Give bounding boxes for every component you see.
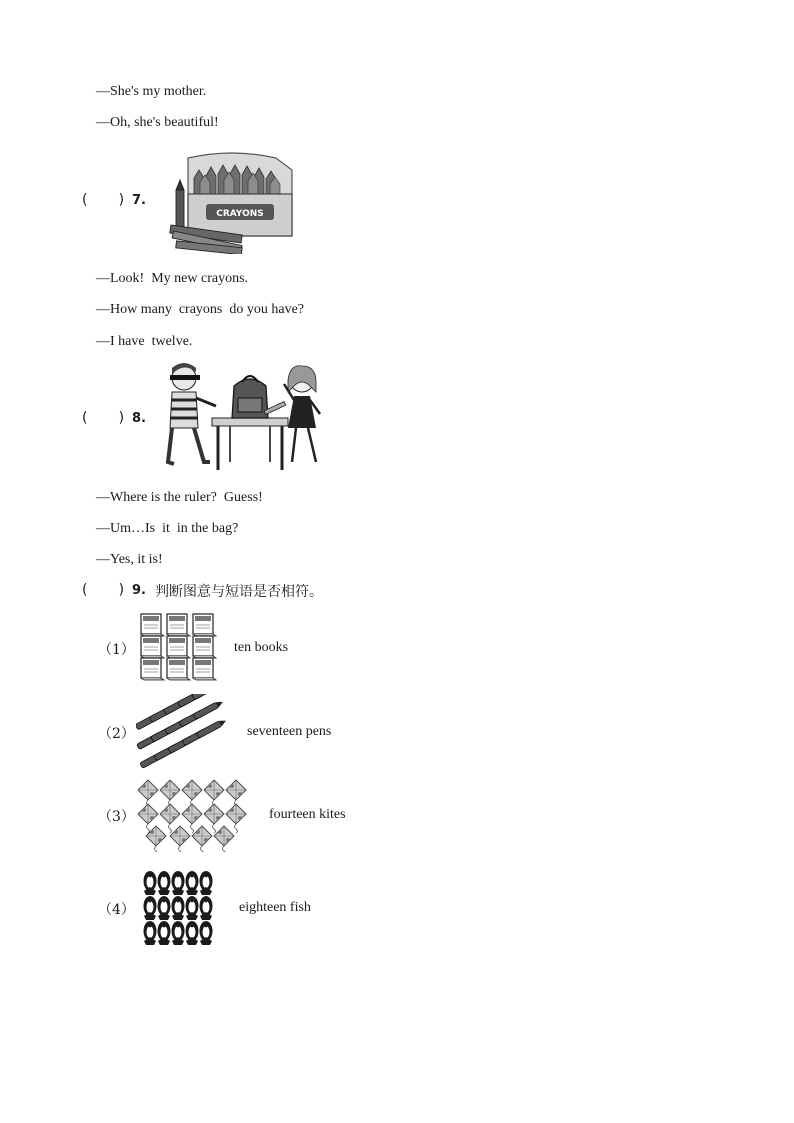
dialogue-line: —Look! My new crayons. bbox=[96, 271, 249, 286]
dialogue-line: —Yes, it is! bbox=[96, 552, 163, 567]
sub-item-label: （2） bbox=[98, 726, 135, 742]
question-number: 9. bbox=[132, 583, 146, 598]
sub-item-label: （4） bbox=[98, 902, 135, 918]
crayons-box-image bbox=[166, 150, 298, 254]
dialogue-line: —Oh, she's beautiful! bbox=[96, 115, 219, 130]
dialogue-line: —She's my mother. bbox=[96, 84, 207, 99]
answer-bracket[interactable]: ( ) bbox=[82, 410, 125, 426]
sub-item-phrase: fourteen kites bbox=[269, 807, 346, 822]
answer-bracket[interactable]: ( ) bbox=[82, 582, 125, 598]
sub-item-label: （1） bbox=[98, 642, 135, 658]
sub-item-phrase: seventeen pens bbox=[247, 724, 332, 739]
question-number: 7. bbox=[132, 193, 146, 208]
guessing-game-image bbox=[160, 362, 332, 472]
dialogue-line: —Um…Is it in the bag? bbox=[96, 521, 239, 536]
sub-item-label: （3） bbox=[98, 809, 135, 825]
fish-icon bbox=[141, 869, 223, 949]
kites-icon bbox=[136, 778, 250, 852]
question-number: 8. bbox=[132, 411, 146, 426]
answer-bracket[interactable]: ( ) bbox=[82, 192, 125, 208]
dialogue-line: —How many crayons do you have? bbox=[96, 302, 305, 317]
dialogue-line: —I have twelve. bbox=[96, 334, 193, 349]
pens-icon bbox=[136, 694, 226, 770]
books-icon bbox=[139, 612, 217, 682]
question-instruction: 判断图意与短语是否相符。 bbox=[155, 584, 323, 600]
sub-item-phrase: eighteen fish bbox=[239, 900, 311, 915]
dialogue-line: —Where is the ruler? Guess! bbox=[96, 490, 263, 505]
crayons-box-label: CRAYONS bbox=[216, 209, 264, 219]
sub-item-phrase: ten books bbox=[234, 640, 289, 655]
